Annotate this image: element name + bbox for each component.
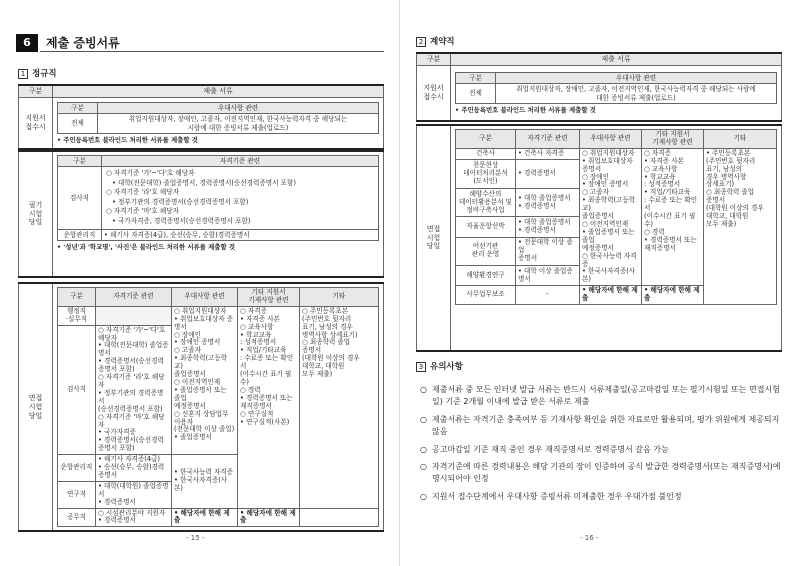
page-right [400,0,800,566]
left-table-interview [18,282,384,532]
subsection-title-notes: 3 유의사항 [416,362,463,373]
right-table-interview [416,124,782,352]
stage-label: 면접 시험 당일 [19,283,53,531]
preference-docs-text: 취업지원대상자, 장애인, 고졸자, 이전지역인재, 한국사능력자격 중 해당되는 시람에 대한 증빙서류 제출(업로드) [98,114,379,133]
list-item: ○ 제출서류 중 모든 인터넷 발급 서류는 반드시 서류제출일(공고마감일 또는 필기시험일 또는 면접시험일) 기준 2개월 이내에 발급 받은 서류로 제출 [420,385,780,407]
subsection-title-regular: 1 정규직 [18,69,57,80]
inner-table: 구분 우대사항 관련 전체 취업지원대상자, 장애인, 고졸자, 이전지역인재, 한국사능력자격 중 해당되는 시람에 대한 증빙서류 제출(업로드) [57,102,379,134]
right-table-application: 구분 제출 서류 지원서 접수시 구분 우대사항 관련 전체 취업지원대상자, 장애인, 고졸자, 이전지역인재, 한국사능력자격 중 해당되는 사람에 대한 증빙서류 제출(업로드) • 주민등록번호 블라인드 처리한 서류를 제출할 것 [416,52,782,122]
other-cell: ○ 주민등록초본 (주민번호 뒷자리 표기, 남성의 경우 병역사항 상세표기) ○ 최종학력 졸업 증명서 (대학원 이상의 경우 대학교, 대학원 모두 제출) [300,306,379,508]
list-item: ○ 제출서류는 자격기준 충족여부 등 기재사항 확인을 위한 자료로만 활용되며, 평가 위원에게 제공되지 않음 [420,414,780,437]
list-item: ○ 지원서 접수단계에서 우대사항 증빙서류 미제출한 경우 우대가점 불인정 [420,491,682,501]
col-group-header: 구분 [19,85,53,97]
inner-table: 구분 우대사항 관련 전체 취업지원대상자, 장애인, 고졸자, 이전지역인재, 한국사능력자격 중 해당되는 사람에 대한 증빙서류 제출(업로드) [455,72,777,104]
left-table-application [18,84,384,150]
stage-label: 필기 시험 당일 [19,151,53,277]
list-item: ○ 자격기준에 따른 경력내용은 해당 기관의 장이 인증하여 공식 발급한 경력증명서(또는 재직증명서)에 명시되어야 인정 [420,461,781,484]
inner-table: 구분 자격기준 관련 우대사항 관련 기타 지원서 기재사항 관련 기타 행정직 ·실무직 ○ 취업지원대상자 • 취업보호대상자 증명서 ○ 장애인 • 장애인 증명서 ○ 고졸자 • 최종학력(고등학교) 졸업증명서 ○ 이전지역인재 • 졸업증명서 또는 졸업 예정증명서 ○ 신혼지 상담업무 이용자 (전문대학 이상 졸업) • 졸업증명서 ○ 자격증 • 자격증 사본 ○ 교육사항 • 학교교육 : 성적증명서 • 직업/기타교육 : 수료증 또는 확인서 (이수시간 표기 필수) ○ 경력 • 경력증명서 또는 재직증명서 ○ 연구실적 • 연구실적(사본) ○ 주민등록초본 (주민번호 뒷자리 표기, 남성의 경우 병역사항 상세표기) ○ 최종학력 졸업 증명서 (대학원 이상의 경우 대학교, 대학원 모두 제출) 검사직 ○ 자격기준 '가'~'다'호 해당자 • 대학(전문대학) 졸업증명서 • 경력증명서(승선경력증명서 포함) ○ 자격기준 '라'호 해당자 • 정부기관의 경력증명서 (승선경력증명서 포함) ○ 자격기준 '마'호 해당자 • 국가자격증 • 경력증명서(승선경력증명서 포함) 운항관리직 • 해기사 자격증(4급) • 승선(승무, 승함)경력증명서 • 한국사능력 자격증 • 한국사자격증(사본) 연구직 • 대학(대학원) 졸업증명서 • 경력증명서 공무직 ○ 시설관리분야 지원자 • 경력증명서 • 해당자에 한해 제출 • 해당자에 한해 제출 [57,287,379,527]
section-rule [40,51,384,52]
page-number: - 16 - [580,534,599,542]
page-number: - 15 - [186,534,205,542]
inner-table: 구분 자격기준 관련 검사직 ○ 자격기준 '가'~'다'호 해당자 • 대학(전문대학) 졸업증명서, 경력증명서(승선경력증명서 포함) ○ 자격기준 '라'호 해당자 • 정부기관의 경력증명서(승선경력증명서 포함) ○ 자격기준 '마'호 해당자 • 국가자격증, 경력증명서(승선경력증명서 포함) 운항관리직 • 해기사 자격증(4급), 승선(승무, 승함)경력증명서 [57,155,379,241]
notes-list [420,384,782,508]
subsection-number: 1 [18,69,28,79]
stage-label: 면접 시험 당일 [417,125,451,351]
etc-cell: ○ 자격증 • 자격증 사본 ○ 교육사항 • 학교교육 : 성적증명서 • 직업/기타교육 : 수료증 또는 확인서 (이수시간 표기 필수) ○ 경력 • 경력증명서 또는 재직증명서 ○ 연구실적 • 연구실적(사본) [238,306,300,508]
list-item: ○ 공고마감일 기준 재직 중인 경우 재직증명서로 경력증명서 갈음 가능 [420,444,669,454]
left-table-written-test [18,150,384,278]
note: • '성년'과 '학교명', '사진'은 블라인드 처리한 서류를 제출할 것 [57,242,236,251]
section-title: 제출 증빙서류 [46,35,120,50]
note: • 주민등록번호 블라인드 처리한 서류를 제출할 것 [455,105,596,114]
pref-cell: ○ 취업지원대상자 • 취업보호대상자 증명서 ○ 장애인 • 장애인 증명서 ○ 고졸자 • 최종학력(고등학교) 졸업증명서 ○ 이전지역인재 • 졸업증명서 또는 졸업 예정증명서 ○ 신혼지 상담업무 이용자 (전문대학 이상 졸업) • 졸업증명서 [172,306,238,454]
section-number: 6 [16,34,38,52]
col-docs-header: 제출 서류 [53,85,384,97]
stage-label: 지원서 접수시 [417,65,451,121]
inner-table: 구분 자격기준 관련 우대사항 관련 기타 지원서 기재사항 관련 기타 건축사 • 건축사 자격증 ○ 취업지원대상자 • 취업보호대상자 증명서 ○ 장애인 • 장애인 증명서 ○ 고졸자 • 최종학력(고등학교) 졸업증명서 ○ 이전지역인재 • 졸업증명서 또는 졸업 예정증명서 ○ 한국사능력 자격증 • 한국사자격증(사본) ○ 자격증 • 자격증 사본 ○ 교육사항 • 학교교육 : 성적증명서 • 직업/기타교육 : 수료증 또는 확인서 (이수시간 표기 필수) ○ 경력 • 경력증명서 또는 재직증명서 • 주민등록초본 (주민번호 뒷자리 표기, 남성의 경우 병역사항 상세표기) ○ 최종학력 졸업 증명서 (대학원 이상의 경우 대학교, 대학원 모두 제출) 천문현상 데이터처리분석 (도서인) • 경력증명서 해양수산의 데이터활용분석 및 정비구축사업 • 대학 졸업증명서 • 경력증명서 자율운항선박 • 대학 졸업증명서 • 경력증명서 어선기관 관리 운영 • 전문대학 이상 졸업 증명서 해양환경연구 • 대학 이상 졸업증명서 사무업무보조 - • 해당자에 한해 제출 • 해당자에 한해 제출 [455,129,777,305]
section-header [16,34,120,52]
subsection-title-contract: 2 계약직 [416,37,455,48]
note: • 주민등록번호 블라인드 처리한 서류를 제출할 것 [57,135,198,144]
stage-label: 지원서 접수시 [19,97,53,149]
